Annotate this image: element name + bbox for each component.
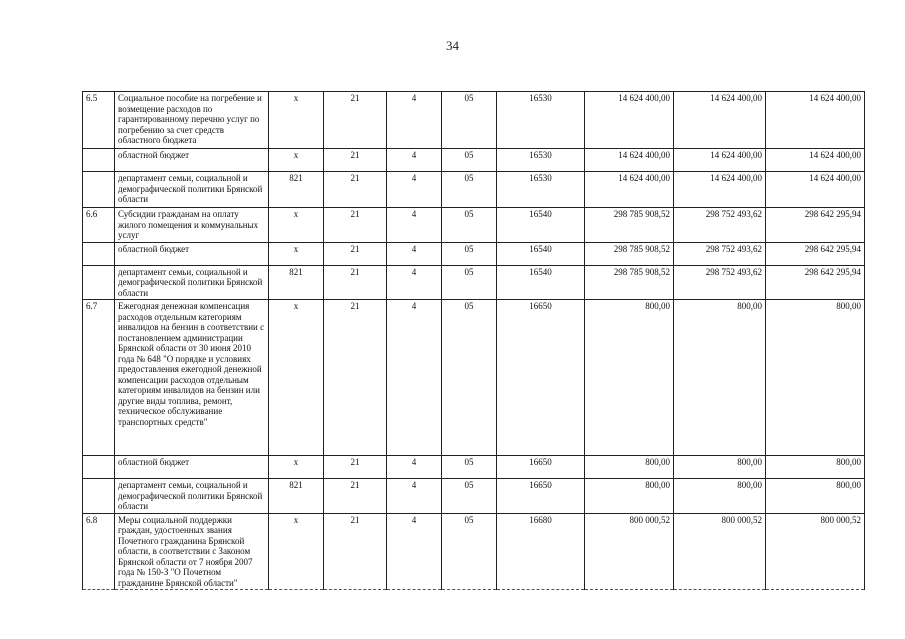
amount-year1-cell: 298 785 908,52	[585, 242, 674, 265]
subprogram-code-cell: 4	[387, 242, 442, 265]
program-code-cell: 21	[324, 265, 387, 300]
activity-code-cell: 05	[442, 92, 497, 149]
direction-code-cell: 16540	[497, 242, 585, 265]
table-row	[83, 265, 865, 300]
amount-year1-cell: 800,00	[585, 456, 674, 479]
description-cell: областной бюджет	[115, 149, 269, 172]
admin-code-cell: х	[269, 513, 324, 590]
program-code-cell: 21	[324, 92, 387, 149]
row-number-cell	[83, 242, 115, 265]
amount-year3-cell: 298 642 295,94	[766, 242, 865, 265]
subprogram-code-cell: 4	[387, 300, 442, 456]
description-cell: областной бюджет	[115, 456, 269, 479]
direction-code-cell: 16530	[497, 149, 585, 172]
row-number-cell: 6.6	[83, 208, 115, 243]
amount-year3-cell: 298 642 295,94	[766, 265, 865, 300]
program-code-cell: 21	[324, 479, 387, 514]
amount-year2-cell: 800 000,52	[674, 513, 766, 590]
amount-year1-cell: 800,00	[585, 479, 674, 514]
table-row	[83, 513, 865, 590]
row-number-cell	[83, 479, 115, 514]
direction-code-cell: 16650	[497, 479, 585, 514]
amount-year3-cell: 800,00	[766, 300, 865, 456]
program-code-cell: 21	[324, 300, 387, 456]
direction-code-cell: 16650	[497, 456, 585, 479]
row-number-cell	[83, 172, 115, 208]
admin-code-cell: 821	[269, 479, 324, 514]
amount-year3-cell: 800,00	[766, 479, 865, 514]
activity-code-cell: 05	[442, 172, 497, 208]
amount-year3-cell: 298 642 295,94	[766, 208, 865, 243]
description-cell: Социальное пособие на погребение и возмещение расходов по гарантированному перечню услуг по погребению за счет средств областного бюджета	[115, 92, 269, 149]
activity-code-cell: 05	[442, 208, 497, 243]
amount-year3-cell: 14 624 400,00	[766, 149, 865, 172]
description-cell: департамент семьи, социальной и демографической политики Брянской области	[115, 172, 269, 208]
program-code-cell: 21	[324, 456, 387, 479]
row-number-cell	[83, 456, 115, 479]
subprogram-code-cell: 4	[387, 208, 442, 243]
amount-year2-cell: 14 624 400,00	[674, 172, 766, 208]
program-code-cell: 21	[324, 513, 387, 590]
activity-code-cell: 05	[442, 479, 497, 514]
amount-year2-cell: 800,00	[674, 300, 766, 456]
subprogram-code-cell: 4	[387, 92, 442, 149]
admin-code-cell: х	[269, 300, 324, 456]
direction-code-cell: 16530	[497, 172, 585, 208]
activity-code-cell: 05	[442, 149, 497, 172]
row-number-cell: 6.8	[83, 513, 115, 590]
table-row	[83, 242, 865, 265]
amount-year3-cell: 14 624 400,00	[766, 172, 865, 208]
table-row	[83, 479, 865, 514]
description-cell: департамент семьи, социальной и демографической политики Брянской области	[115, 265, 269, 300]
direction-code-cell: 16530	[497, 92, 585, 149]
amount-year3-cell: 800,00	[766, 456, 865, 479]
direction-code-cell: 16540	[497, 208, 585, 243]
amount-year2-cell: 14 624 400,00	[674, 149, 766, 172]
description-cell: Меры социальной поддержки граждан, удостоенных звания Почетного гражданина Брянской области, в соответствии с Законом Брянской области от 7 ноября 2007 года № 150-З "О Почетном гражданине Брянской области"	[115, 513, 269, 590]
amount-year2-cell: 800,00	[674, 456, 766, 479]
row-number-cell	[83, 149, 115, 172]
table-row	[83, 172, 865, 208]
budget-table	[82, 91, 865, 590]
subprogram-code-cell: 4	[387, 479, 442, 514]
amount-year2-cell: 298 752 493,62	[674, 242, 766, 265]
amount-year1-cell: 800,00	[585, 300, 674, 456]
direction-code-cell: 16650	[497, 300, 585, 456]
table-row	[83, 208, 865, 243]
admin-code-cell: х	[269, 92, 324, 149]
amount-year2-cell: 14 624 400,00	[674, 92, 766, 149]
amount-year2-cell: 298 752 493,62	[674, 208, 766, 243]
row-number-cell: 6.5	[83, 92, 115, 149]
description-cell: Субсидии гражданам на оплату жилого помещения и коммунальных услуг	[115, 208, 269, 243]
page-number: 34	[446, 38, 459, 53]
amount-year3-cell: 14 624 400,00	[766, 92, 865, 149]
row-number-cell: 6.7	[83, 300, 115, 456]
amount-year3-cell: 800 000,52	[766, 513, 865, 590]
activity-code-cell: 05	[442, 456, 497, 479]
program-code-cell: 21	[324, 149, 387, 172]
amount-year1-cell: 14 624 400,00	[585, 92, 674, 149]
amount-year1-cell: 298 785 908,52	[585, 265, 674, 300]
admin-code-cell: х	[269, 208, 324, 243]
program-code-cell: 21	[324, 208, 387, 243]
activity-code-cell: 05	[442, 300, 497, 456]
activity-code-cell: 05	[442, 242, 497, 265]
table-row	[83, 456, 865, 479]
table-row	[83, 92, 865, 149]
subprogram-code-cell: 4	[387, 265, 442, 300]
admin-code-cell: 821	[269, 172, 324, 208]
admin-code-cell: х	[269, 149, 324, 172]
table-row	[83, 300, 865, 456]
description-cell: Ежегодная денежная компенсация расходов отдельным категориям инвалидов на бензин в соответствии с постановлением администрации Брянской области от 30 июня 2010 года № 648 "О порядке и условиях предоставления ежегодной денежной компенсации расходов отдельным категориям инвалидов на бензин или другие виды топлива, ремонт, техническое обслуживание транспортных средств"	[115, 300, 269, 456]
amount-year1-cell: 298 785 908,52	[585, 208, 674, 243]
description-cell: департамент семьи, социальной и демографической политики Брянской области	[115, 479, 269, 514]
admin-code-cell: 821	[269, 265, 324, 300]
subprogram-code-cell: 4	[387, 149, 442, 172]
description-cell: областной бюджет	[115, 242, 269, 265]
amount-year1-cell: 14 624 400,00	[585, 172, 674, 208]
amount-year1-cell: 800 000,52	[585, 513, 674, 590]
program-code-cell: 21	[324, 172, 387, 208]
table-row	[83, 149, 865, 172]
direction-code-cell: 16540	[497, 265, 585, 300]
activity-code-cell: 05	[442, 265, 497, 300]
amount-year1-cell: 14 624 400,00	[585, 149, 674, 172]
activity-code-cell: 05	[442, 513, 497, 590]
direction-code-cell: 16680	[497, 513, 585, 590]
amount-year2-cell: 800,00	[674, 479, 766, 514]
subprogram-code-cell: 4	[387, 456, 442, 479]
subprogram-code-cell: 4	[387, 513, 442, 590]
subprogram-code-cell: 4	[387, 172, 442, 208]
amount-year2-cell: 298 752 493,62	[674, 265, 766, 300]
admin-code-cell: х	[269, 456, 324, 479]
row-number-cell	[83, 265, 115, 300]
admin-code-cell: х	[269, 242, 324, 265]
program-code-cell: 21	[324, 242, 387, 265]
